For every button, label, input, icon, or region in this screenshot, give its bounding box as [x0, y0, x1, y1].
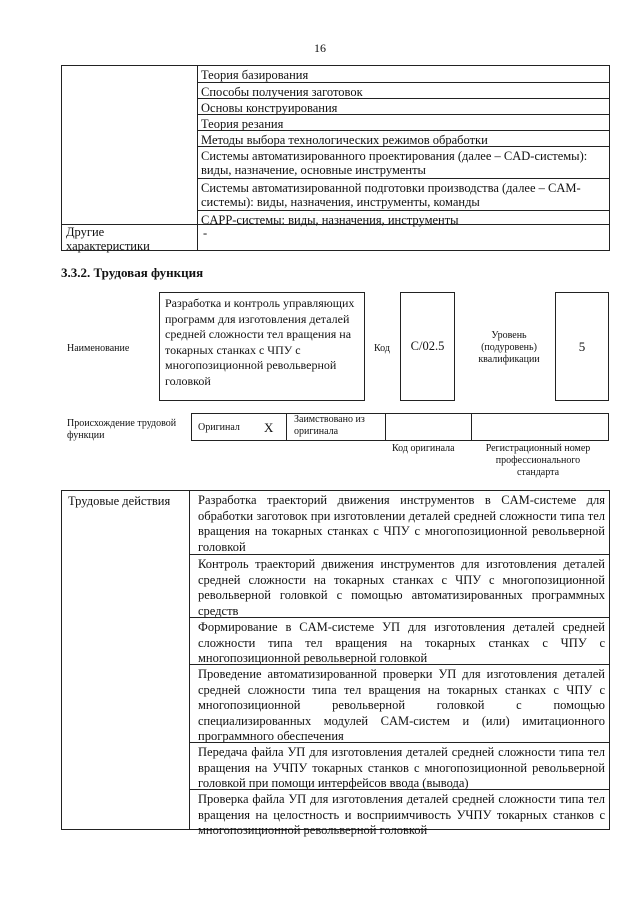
- origin-box: [191, 413, 609, 441]
- knowledge-item: Способы получения заготовок: [198, 82, 609, 98]
- function-code: C/02.5: [400, 292, 455, 401]
- page-number: 16: [314, 41, 326, 55]
- qualification-level: 5: [555, 292, 609, 401]
- knowledge-item: Основы конструирования: [198, 98, 609, 114]
- knowledge-item: CAPP-системы: виды, назначения, инструменты: [198, 210, 609, 224]
- knowledge-table: [61, 65, 610, 251]
- code-label: Код: [374, 343, 390, 354]
- knowledge-item: Системы автоматизированного проектирования (далее – CAD-системы): виды, назначение, основные инструменты: [198, 146, 609, 178]
- knowledge-item: Методы выбора технологических режимов обработки: [198, 130, 609, 146]
- borrowed-label: Заимствовано из оригинала: [294, 414, 365, 437]
- knowledge-item: Теория резания: [198, 114, 609, 130]
- section-heading: 3.3.2. Трудовая функция: [61, 265, 204, 280]
- labor-action: Разработка траекторий движения инструментов в CAM-системе для обработки заготовок при изготовлении деталей средней сложности типа тел вращения на токарных станках с ЧПУ с многопозиционной револьверной головкой: [198, 493, 605, 554]
- labor-actions-label: Трудовые действия: [68, 494, 171, 508]
- origin-label: Происхождение трудовой функции: [67, 418, 177, 441]
- labor-action: Передача файла УП для изготовления деталей средней сложности типа тел вращения на УЧПУ токарных станков с многопозиционной револьверной головкой при помощи интерфейсов ввода (вывода): [190, 742, 609, 789]
- code-original-label: Код оригинала: [392, 443, 455, 454]
- labor-actions-table: [61, 490, 610, 838]
- original-label: Оригинал: [198, 422, 240, 433]
- other-characteristics-label: Другие характеристики: [66, 225, 150, 253]
- labor-action: Формирование в CAM-системе УП для изготовления деталей средней сложности типа тел вращения на токарных станках с ЧПУ с многопозиционной револьверной головкой: [190, 617, 609, 664]
- labor-action: Проведение автоматизированной проверки УП для изготовления деталей средней сложности типа тел вращения на токарных станках с ЧПУ с многопозиционной револьверной головкой с помощью специализированных модулей CAM-систем и (или) имитационного программного обеспечения: [190, 664, 609, 742]
- level-label: Уровень (подуровень) квалификации: [478, 330, 540, 365]
- original-mark: X: [264, 420, 274, 435]
- knowledge-item: Системы автоматизированной подготовки производства (далее – CAM-системы): виды, назначения, инструменты, команды: [198, 178, 609, 210]
- other-characteristics-value: -: [203, 226, 208, 240]
- labor-action: Контроль траекторий движения инструментов для изготовления деталей средней сложности на токарных станках с ЧПУ с многопозиционной револьверной головкой с помощью автоматизированных программных средств: [190, 554, 609, 617]
- function-name: Разработка и контроль управляющих программ для изготовления деталей средней сложности тел вращения на токарных станках с ЧПУ с многопозиционной револьверной головкой: [159, 292, 365, 401]
- knowledge-item: Теория базирования: [201, 68, 309, 82]
- reg-number-label: Регистрационный номер профессионального стандарта: [485, 443, 591, 478]
- labor-action: Проверка файла УП для изготовления деталей средней сложности типа тел вращения на целостность и восприимчивость УЧПУ токарных станков с многопозиционной револьверной головкой: [190, 789, 609, 829]
- name-label: Наименование: [67, 343, 130, 354]
